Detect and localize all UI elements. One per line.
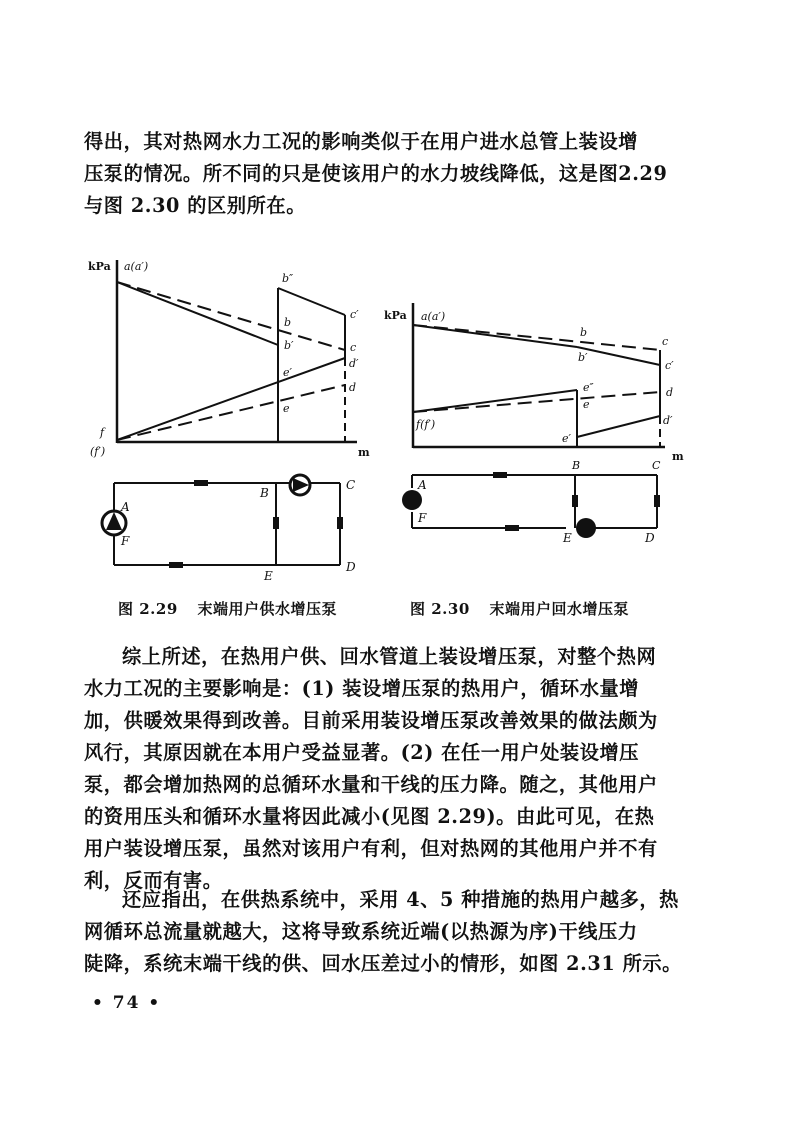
supply-line-actual [117, 282, 278, 345]
label-d: d [349, 381, 357, 394]
return-line-actual [117, 358, 345, 440]
label-c: c [662, 335, 669, 348]
return-line-original [117, 385, 345, 440]
node-a: A [418, 478, 427, 492]
summary-paragraph [84, 641, 698, 897]
circuit-labels-2-29 [120, 478, 356, 583]
boosted-supply-line [278, 288, 345, 315]
text-line: 的资用压头和循环水量将因此减小(见图 2.29)。由此可见，在热 [84, 805, 655, 828]
text-line: 还应指出，在供热系统中，采用 4、5 种措施的热用户越多，热 [122, 888, 679, 911]
label-e: e [583, 398, 590, 411]
x-axis-unit: m [672, 450, 684, 463]
text-line: 利，反而有害。 [84, 869, 223, 892]
x-axis-unit: m [358, 446, 370, 459]
text-line: 压泵的情况。所不同的只是使该用户的水力坡线降低，这是图2.29 [84, 162, 668, 185]
pressure-graph-2-29 [117, 260, 357, 443]
label-c1: c′ [665, 359, 674, 372]
flow-arrow-icon [506, 526, 518, 530]
label-e2: e″ [583, 381, 594, 394]
label-b: b [284, 316, 292, 329]
text-line: 加，供暖效果得到改善。目前采用装设增压泵改善效果的做法颇为 [84, 709, 658, 732]
caption-title: 末端用户回水增压泵 [489, 600, 630, 618]
y-axis-unit: kPa [88, 260, 111, 273]
flow-arrow-icon [494, 473, 506, 477]
label-b: b [580, 326, 588, 339]
text-line: 泵，都会增加热网的总循环水量和干线的压力降。随之，其他用户 [84, 773, 658, 796]
circuit-labels-2-30 [417, 478, 655, 545]
closing-paragraph [84, 884, 698, 980]
circuit-2-29 [114, 481, 342, 567]
pressure-graph-2-30 [413, 303, 665, 448]
text-line: 与图 2.30 的区别所在。 [84, 194, 306, 217]
label-d: d [666, 386, 674, 399]
caption-title: 末端用户供水增压泵 [197, 600, 338, 618]
label-f: f [100, 426, 105, 439]
label-b1: b′ [284, 339, 294, 352]
supply-line-original [413, 325, 660, 350]
label-f1: (f′) [90, 445, 106, 458]
text-line: 风行，其原因就在本用户受益显著。(2) 在任一用户处装设增压 [84, 741, 640, 764]
figure-2-29-caption [118, 598, 337, 619]
node-d: D [645, 531, 655, 545]
main-pump-icon [402, 490, 422, 510]
flow-arrow-icon [655, 496, 659, 506]
flow-arrow-icon [338, 518, 342, 528]
node-c: C [346, 478, 356, 492]
label-node-c: C [652, 459, 661, 472]
caption-number: 图 2.29 [118, 600, 178, 618]
text-line: 网循环总流量就越大，这将导致系统近端(以热源为序)干线压力 [84, 920, 638, 943]
boosted-return-line [577, 416, 660, 437]
label-c1: c′ [350, 308, 359, 321]
label-f: f(f′) [416, 418, 436, 431]
label-e: e [283, 402, 290, 415]
text-line: 陡降，系统末端干线的供、回水压差过小的情形，如图 2.31 所示。 [84, 952, 682, 975]
node-f: F [121, 534, 130, 548]
text-line: 得出，其对热网水力工况的影响类似于在用户进水总管上装设增 [84, 130, 639, 153]
figure-2-30-caption [410, 598, 629, 619]
node-e: E [563, 531, 572, 545]
flow-arrow-icon [274, 518, 278, 528]
label-d1: d′ [663, 414, 673, 427]
text-line: 综上所述，在热用户供、回水管道上装设增压泵，对整个热网 [122, 645, 657, 668]
label-a: a(a′) [124, 260, 149, 273]
flow-arrow-icon [195, 481, 207, 485]
supply-line-original [117, 282, 345, 350]
text-line: 用户装设增压泵，虽然对该用户有利，但对热网的其他用户并不有 [84, 837, 658, 860]
node-e: E [264, 569, 273, 583]
return-booster-pump-icon [576, 518, 596, 538]
node-f: F [418, 511, 427, 525]
node-b: B [260, 486, 269, 500]
label-b2: b″ [282, 272, 294, 285]
label-d1: d′ [349, 357, 359, 370]
node-d: D [346, 560, 356, 574]
flow-arrow-icon [170, 563, 182, 567]
label-e1: e′ [562, 432, 572, 445]
node-a: A [121, 500, 130, 514]
circuit-2-30 [412, 473, 659, 530]
supply-booster-pump-icon [290, 475, 310, 495]
label-e1: e′ [283, 366, 293, 379]
text-line: 水力工况的主要影响是：(1) 装设增压泵的热用户，循环水量增 [84, 677, 640, 700]
label-a: a(a′) [421, 310, 446, 323]
label-b1: b′ [578, 351, 588, 364]
flow-arrow-icon [573, 496, 577, 506]
caption-number: 图 2.30 [410, 600, 470, 618]
page-number: • 74 • [92, 993, 162, 1013]
label-c: c [350, 341, 357, 354]
graph-labels-2-29 [88, 260, 370, 459]
main-pump-icon [102, 511, 126, 535]
label-node-b: B [572, 459, 581, 472]
y-axis-unit: kPa [384, 309, 407, 322]
